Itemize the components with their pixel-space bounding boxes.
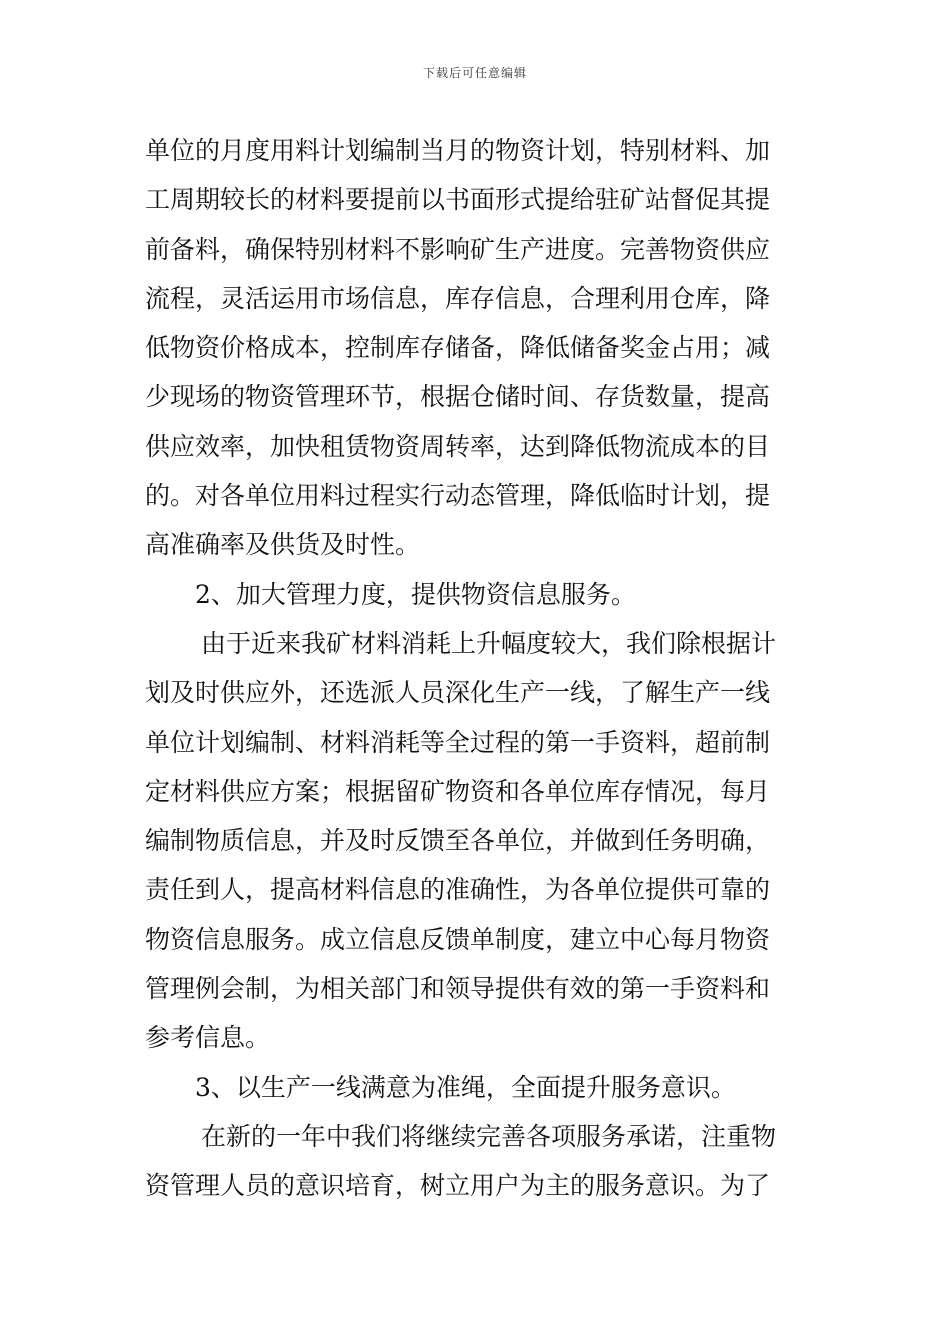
text-line: 物资信息服务。成立信息反馈单制度，建立中心每月物资 [145,924,771,954]
text-line: 单位计划编制、材料消耗等全过程的第一手资料，超前制 [145,727,771,757]
text-line: 管理例会制，为相关部门和领导提供有效的第一手资料和 [145,974,771,1004]
text-line: 编制物质信息，并及时反馈至各单位，并做到任务明确， [145,826,771,856]
text-line: 高准确率及供货及时性。 [145,530,421,560]
text-line: 的。对各单位用料过程实行动态管理，降低临时计划，提 [145,481,771,511]
text-line: 责任到人，提高材料信息的准确性，为各单位提供可靠的 [145,875,771,905]
document-body [145,126,810,1211]
text-line: 单位的月度用料计划编制当月的物资计划，特别材料、加 [145,136,771,165]
page-header: 下载后可任意编辑 [422,66,527,80]
text-line: 划及时供应外，还选派人员深化生产一线，了解生产一线 [145,678,771,708]
section-heading-2: 2、加大管理力度，提供物资信息服务。 [195,579,636,609]
text-line: 供应效率，加快租赁物资周转率，达到降低物流成本的目 [145,431,771,461]
paragraph-start: 在新的一年中我们将继续完善各项服务承诺，注重物 [201,1121,777,1151]
section-heading-3: 3、以生产一线满意为准绳，全面提升服务意识。 [195,1072,736,1102]
text-line: 少现场的物资管理环节，根据仓储时间、存货数量，提高 [145,382,771,412]
paragraph-start: 由于近来我矿材料消耗上升幅度较大，我们除根据计 [201,628,777,658]
text-line: 资管理人员的意识培育，树立用户为主的服务意识。为了 [145,1171,771,1201]
text-line: 定材料供应方案；根据留矿物资和各单位库存情况，每月 [145,776,771,806]
text-line: 前备料，确保特别材料不影响矿生产进度。完善物资供应 [145,234,771,264]
text-line: 参考信息。 [145,1023,271,1053]
text-line: 流程，灵活运用市场信息，库存信息，合理利用仓库，降 [145,283,771,313]
text-line: 低物资价格成本，控制库存储备，降低储备奖金占用；减 [145,333,771,363]
text-line: 工周期较长的材料要提前以书面形式提给驻矿站督促其提 [145,185,771,215]
